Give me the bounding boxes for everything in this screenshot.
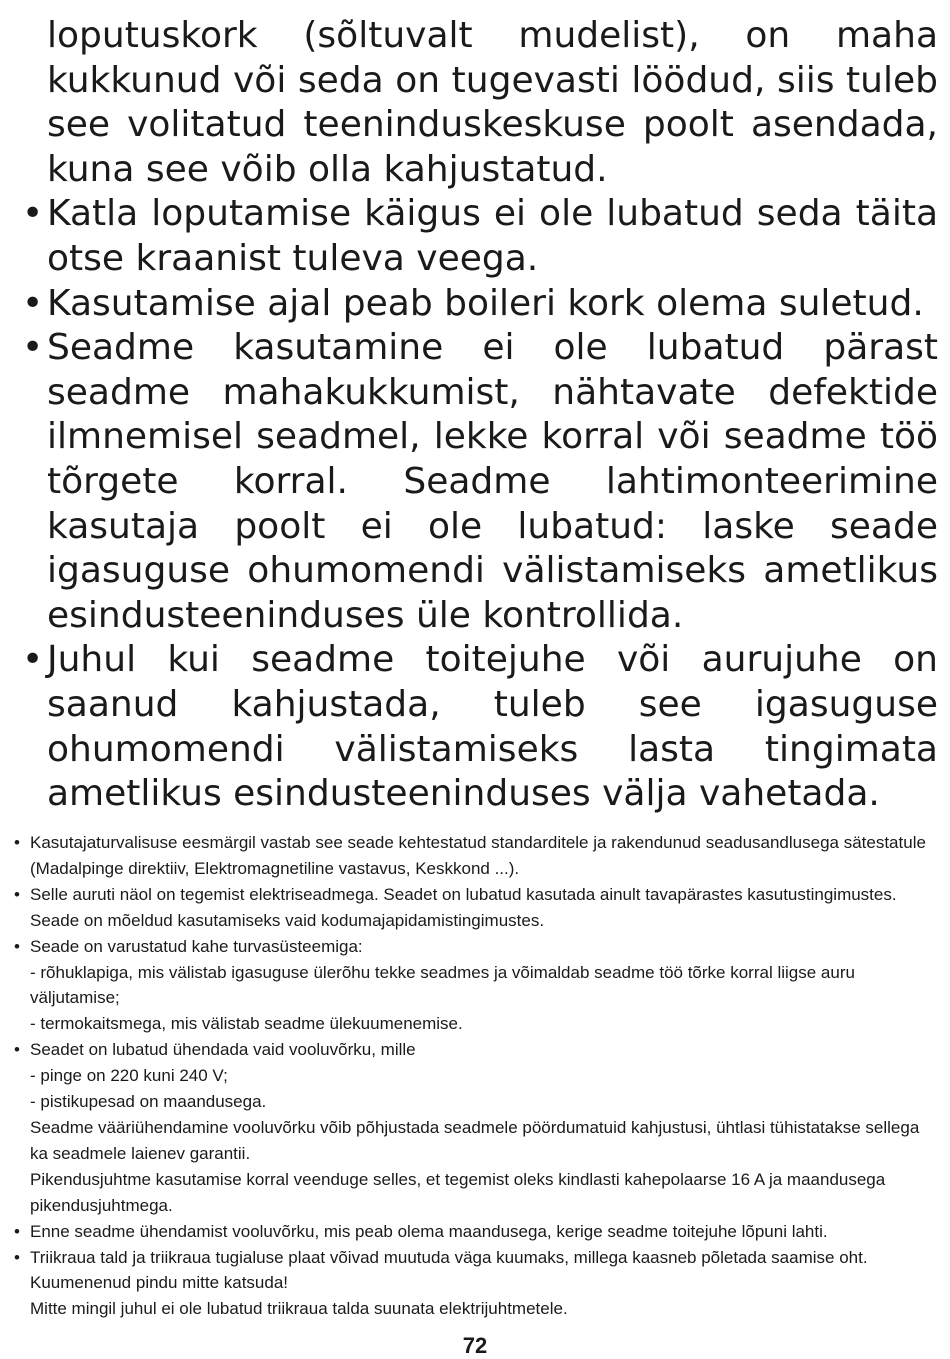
small-bullet-text: Seade on varustatud kahe turvasüsteemiga: bbox=[30, 936, 363, 956]
large-bullet-item bbox=[22, 192, 938, 281]
continuation-paragraph: loputuskork (sõltuvalt mudelist), on maha kukkunud või seda on tugevasti löödud, siis tuleb see volitatud teeninduskeskuse poolt asendada, kuna see võib olla kahjustatud. bbox=[47, 15, 938, 190]
bullet-glyph: • bbox=[22, 639, 44, 681]
large-bullet-item bbox=[22, 282, 938, 327]
small-bullet-text: Kasutajaturvalisuse eesmärgil vastab see seade kehtestatud standarditele ja rakendunud seadusandlusega sätestatule (Madalpinge direktiiv, Elektromagnetiline vastavus, Keskkond ...). bbox=[30, 833, 926, 878]
sub-paragraph: Pikendusjuhtme kasutamise korral veenduge selles, et tegemist oleks kindlasti kahepolaarse 16 A ja maandusega pikendusjuhtmega. bbox=[30, 1169, 886, 1215]
large-bullet-text: Kasutamise ajal peab boileri kork olema suletud. bbox=[47, 282, 924, 324]
bullet-glyph: • bbox=[22, 282, 44, 324]
large-bullet-text: Katla loputamise käigus ei ole lubatud seda täita otse kraanist tuleva veega. bbox=[47, 193, 938, 279]
bullet-glyph: • bbox=[14, 833, 20, 852]
large-bullet-item bbox=[22, 326, 938, 638]
bullet-glyph: • bbox=[22, 327, 44, 369]
small-bullet-text: Enne seadme ühendamist vooluvõrku, mis peab olema maandusega, kerige seadme toitejuhe lõpuni lahti. bbox=[30, 1221, 828, 1241]
sub-item: - rõhuklapiga, mis välistab igasuguse ülerõhu tekke seadmes ja võimaldab seadme töö tõrke korral liigse auru väljutamise; bbox=[30, 962, 855, 1008]
large-text-section bbox=[22, 14, 938, 817]
sub-item: - pinge on 220 kuni 240 V; bbox=[30, 1066, 228, 1086]
small-bullet-item bbox=[14, 1037, 934, 1063]
large-bullet-text: Juhul kui seadme toitejuhe või aurujuhe on saanud kahjustada, tuleb see igasuguse ohumomendi välistamiseks lasta tingimata ametlikus esindusteeninduses välja vahetada. bbox=[47, 639, 938, 815]
small-bullet-item bbox=[14, 882, 934, 934]
small-bullet-text: Selle auruti näol on tegemist elektriseadmega. Seadet on lubatud kasutada ainult tavapärastes kasutustingimustes. Seade on mõeldud kasutamiseks vaid kodumajapidamistingimustes. bbox=[30, 884, 897, 930]
bullet-glyph: • bbox=[14, 936, 20, 956]
large-bullet-text: Seadme kasutamine ei ole lubatud pärast seadme mahakukkumist, nähtavate defektide ilmnemisel seadmel, lekke korral või seadme töö tõrgete korral. Seadme lahtimonteerimine kasutaja poolt ei ole lubatud: laske seade igasuguse ohumomendi välistamiseks ametlikus esindusteeninduses üle kontrollida. bbox=[47, 327, 938, 636]
small-text-section bbox=[14, 830, 934, 1322]
large-bullet-item bbox=[22, 638, 938, 816]
sub-paragraph: Kuumenenud pindu mitte katsuda! bbox=[30, 1273, 289, 1293]
bullet-glyph: • bbox=[14, 1221, 20, 1241]
sub-item: - termokaitsmega, mis välistab seadme ülekuumenemise. bbox=[30, 1014, 463, 1034]
bullet-glyph: • bbox=[14, 1040, 20, 1060]
small-bullet-text: Seadet on lubatud ühendada vaid vooluvõrku, mille bbox=[30, 1040, 416, 1060]
sub-item: - pistikupesad on maandusega. bbox=[30, 1092, 267, 1112]
page-number: 72 bbox=[462, 1333, 488, 1358]
small-bullet-item bbox=[14, 830, 934, 882]
small-bullet-text: Triikraua tald ja triikraua tugialuse plaat võivad muutuda väga kuumaks, millega kaasneb põletada saamise oht. bbox=[30, 1247, 868, 1267]
bullet-glyph: • bbox=[14, 884, 20, 904]
small-bullet-item bbox=[14, 1245, 934, 1271]
small-bullet-item bbox=[14, 1219, 934, 1245]
sub-paragraph: Seadme vääriühendamine vooluvõrku võib põhjustada seadmele pöördumatuid kahjustusi, ühtlasi tühistatakse sellega ka seadmele laienev garantii. bbox=[30, 1117, 920, 1163]
bullet-glyph: • bbox=[22, 193, 44, 235]
sub-paragraph: Mitte mingil juhul ei ole lubatud triikraua talda suunata elektrijuhtmetele. bbox=[30, 1299, 568, 1319]
bullet-glyph: • bbox=[14, 1247, 20, 1267]
small-bullet-item bbox=[14, 934, 934, 960]
